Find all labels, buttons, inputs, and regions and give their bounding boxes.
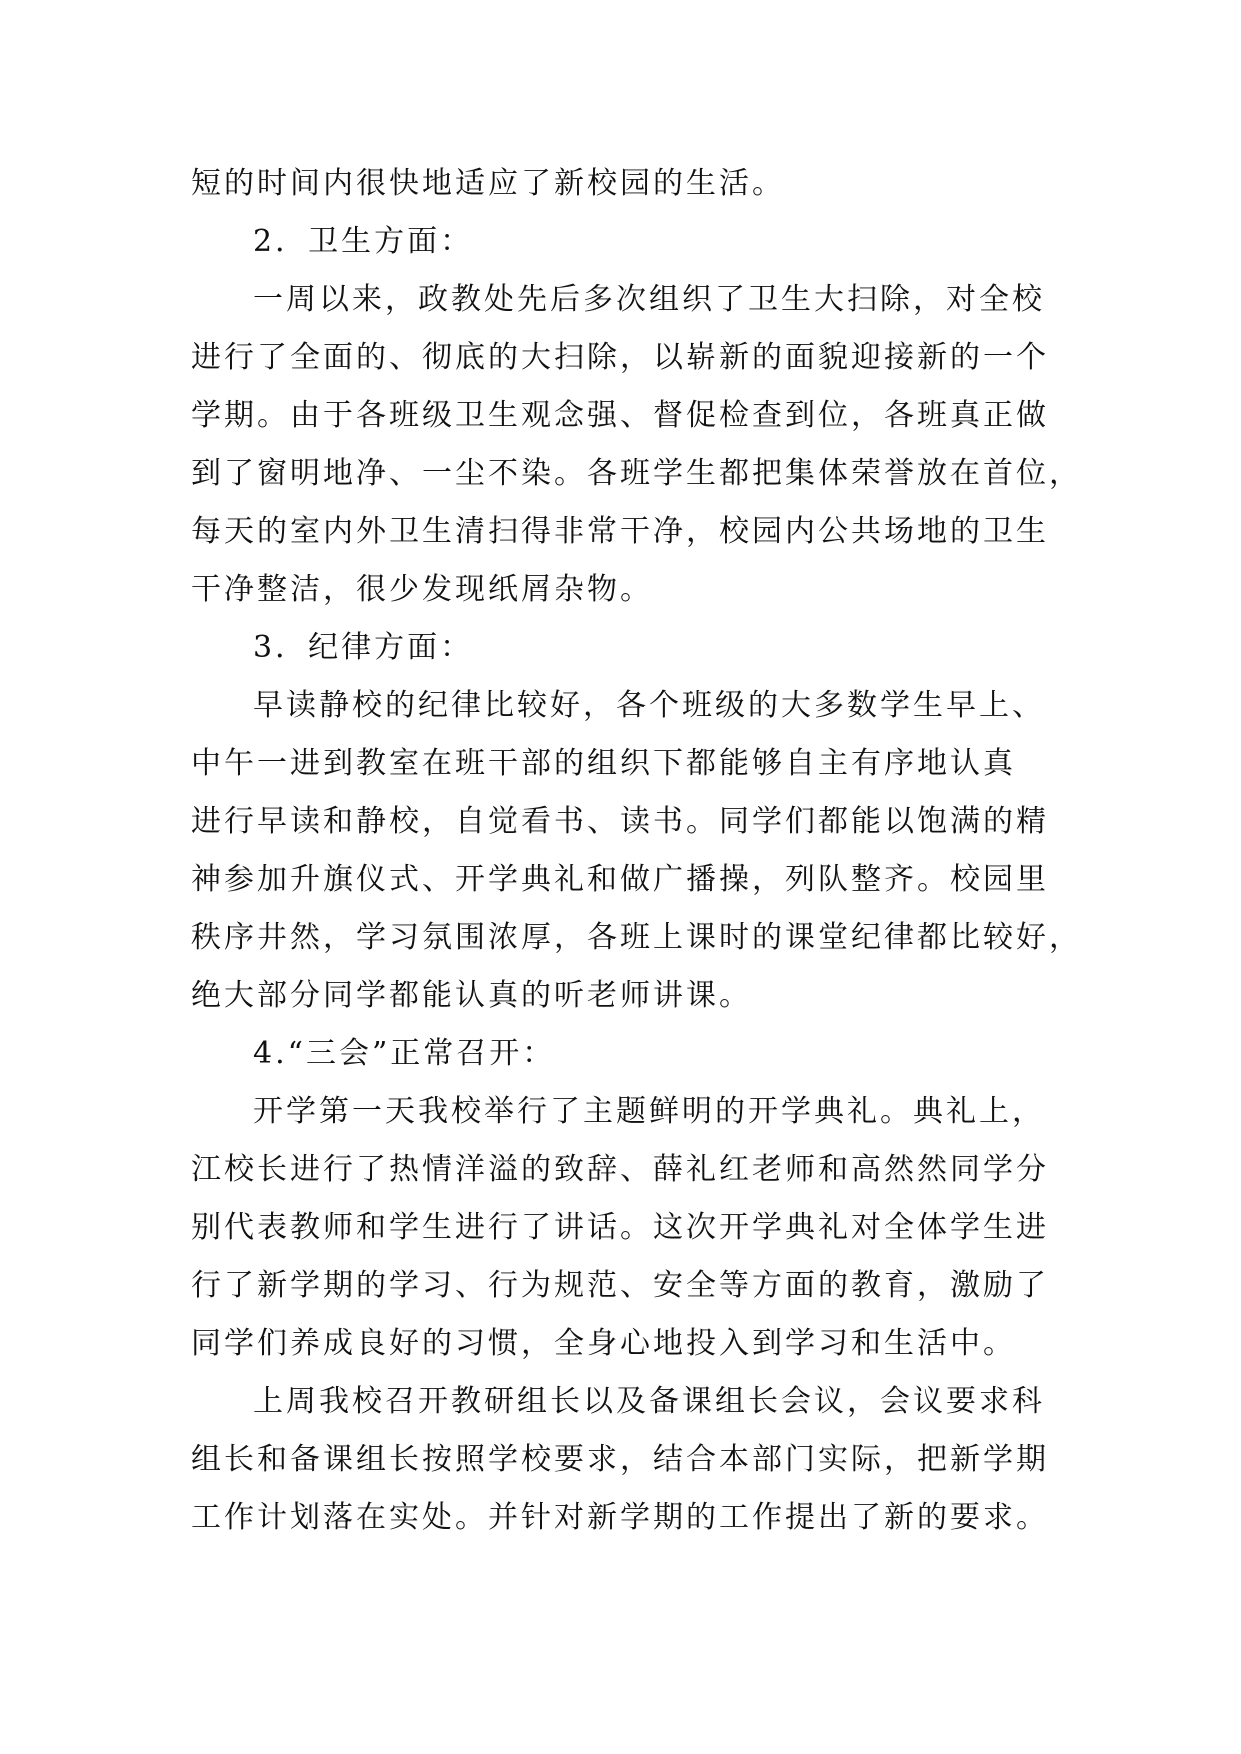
section-heading-meetings: 4.“三会”正常召开： [253, 1036, 556, 1071]
body-line: 进行了全面的、彻底的大扫除，以崭新的面貌迎接新的一个 [191, 340, 1049, 375]
body-line: 秩序井然，学习氛围浓厚，各班上课时的课堂纪律都比较好， [191, 920, 1082, 955]
body-line: 组长和备课组长按照学校要求，结合本部门实际，把新学期 [191, 1442, 1049, 1477]
section-heading-discipline: 3．纪律方面： [253, 630, 474, 665]
body-line: 工作计划落在实处。并针对新学期的工作提出了新的要求。 [191, 1500, 1049, 1535]
body-line: 中午一进到教室在班干部的组织下都能够自主有序地认真 [191, 746, 1016, 781]
body-line: 别代表教师和学生进行了讲话。这次开学典礼对全体学生进 [191, 1210, 1049, 1245]
body-line: 学期。由于各班级卫生观念强、督促检查到位，各班真正做 [191, 398, 1049, 433]
body-line: 早读静校的纪律比较好，各个班级的大多数学生早上、 [253, 688, 1045, 723]
body-line: 短的时间内很快地适应了新校园的生活。 [191, 166, 785, 201]
body-line: 开学第一天我校举行了主题鲜明的开学典礼。典礼上， [253, 1094, 1045, 1129]
body-line: 干净整洁，很少发现纸屑杂物。 [191, 572, 653, 607]
body-line: 江校长进行了热情洋溢的致辞、薛礼红老师和高然然同学分 [191, 1152, 1049, 1187]
body-line: 绝大部分同学都能认真的听老师讲课。 [191, 978, 752, 1013]
body-line: 每天的室内外卫生清扫得非常干净，校园内公共场地的卫生 [191, 514, 1049, 549]
body-line: 行了新学期的学习、行为规范、安全等方面的教育，激励了 [191, 1268, 1049, 1303]
body-line: 一周以来，政教处先后多次组织了卫生大扫除，对全校 [253, 282, 1045, 317]
body-line: 上周我校召开教研组长以及备课组长会议，会议要求科 [253, 1384, 1045, 1419]
body-line: 进行早读和静校，自觉看书、读书。同学们都能以饱满的精 [191, 804, 1049, 839]
body-line: 神参加升旗仪式、开学典礼和做广播操，列队整齐。校园里 [191, 862, 1049, 897]
section-heading-hygiene: 2．卫生方面： [253, 224, 474, 259]
body-line: 到了窗明地净、一尘不染。各班学生都把集体荣誉放在首位， [191, 456, 1082, 491]
body-line: 同学们养成良好的习惯，全身心地投入到学习和生活中。 [191, 1326, 1016, 1361]
